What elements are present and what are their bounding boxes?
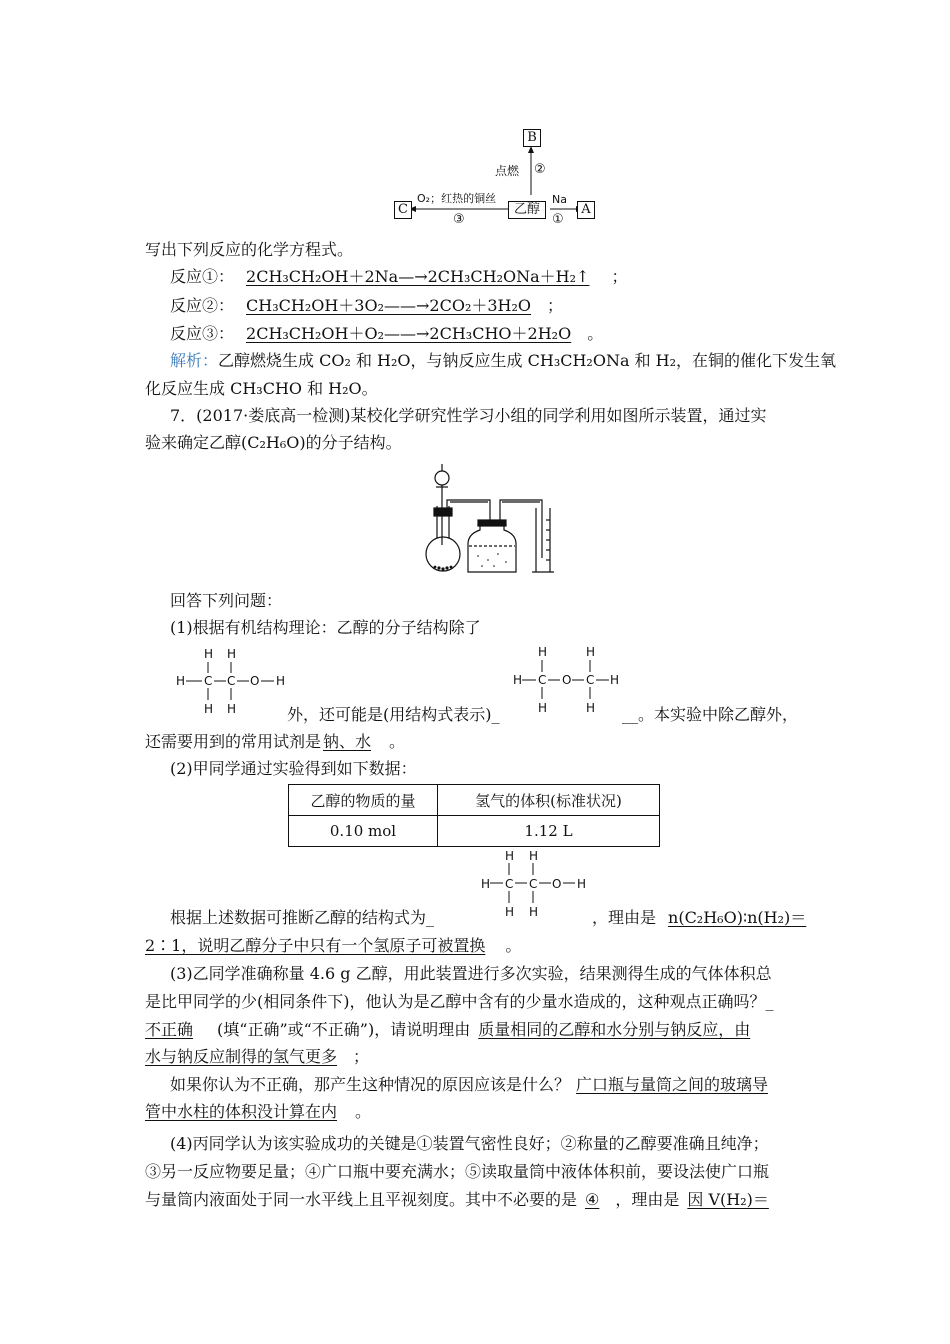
atom-c: C xyxy=(538,673,547,687)
p3b-end: 。 xyxy=(355,1102,372,1121)
atom-c: C xyxy=(227,674,236,688)
atom-h: H xyxy=(577,877,587,891)
table-cell: 1.12 L xyxy=(438,816,660,847)
atom-h: H xyxy=(227,702,237,716)
r2-label: 反应②： xyxy=(170,296,235,315)
circ1-label: ① xyxy=(552,212,564,227)
box-a: A xyxy=(577,201,595,219)
table-header: 乙醇的物质的量 xyxy=(289,785,438,816)
r2-equation: CH₃CH₂OH＋3O₂——→2CO₂＋3H₂O xyxy=(246,296,532,315)
na-label: Na xyxy=(552,193,567,206)
apparatus-figure xyxy=(418,460,568,580)
jiexi-line1 xyxy=(170,350,836,372)
q6-intro: 写出下列反应的化学方程式。 xyxy=(145,240,354,259)
r1-end: ； xyxy=(611,267,628,286)
bonds xyxy=(505,640,630,720)
atom-h: H xyxy=(529,849,539,863)
p1-line3 xyxy=(145,731,405,753)
o2-label: O₂；红热的铜丝 xyxy=(417,192,497,205)
atom-h: H xyxy=(204,702,214,716)
circ3-label: ③ xyxy=(453,212,465,227)
box-b: B xyxy=(523,129,541,147)
box-ethanol: 乙醇 xyxy=(508,201,546,219)
p2-reason-answer: n(C₂H₆O)∶n(H₂)＝ xyxy=(668,908,807,927)
p4-line2: ③另一反应物要足量；④广口瓶中要充满水；⑤读取量筒中液体体积前，要设法使广口瓶 xyxy=(145,1162,770,1181)
atom-h: H xyxy=(227,647,237,661)
reaction-3 xyxy=(170,323,603,345)
p4-mid: ，理由是 xyxy=(615,1190,680,1209)
circ2-label: ② xyxy=(534,162,546,177)
p2-reason xyxy=(592,907,806,929)
p2-intro: (2)甲同学通过实验得到如下数据： xyxy=(170,759,417,778)
atom-o: O xyxy=(562,673,572,687)
p2-reason-answer-2: 2∶1，说明乙醇分子中只有一个氢原子可被置换 xyxy=(145,936,486,955)
atom-h: H xyxy=(538,701,548,715)
box-c: C xyxy=(394,201,412,219)
r1-label: 反应①： xyxy=(170,267,235,286)
atom-c: C xyxy=(204,674,213,688)
p3-line1: (3)乙同学准确称量 4.6 g 乙醇，用此装置进行多次实验，结果测得生成的气体体积总 xyxy=(170,964,772,983)
p2-reason-2 xyxy=(145,935,521,957)
p3b-line2 xyxy=(145,1101,371,1123)
atom-h: H xyxy=(513,673,523,687)
reaction-2 xyxy=(170,295,563,317)
bonds xyxy=(170,640,290,720)
p3-answer-2b: 水与钠反应制得的氢气更多 xyxy=(145,1047,338,1066)
p2-conclusion xyxy=(170,907,434,929)
p3b-answer: 广口瓶与量筒之间的玻璃导 xyxy=(576,1075,769,1094)
p4-line3 xyxy=(145,1189,769,1211)
p1-line3-end: 。 xyxy=(389,732,406,751)
r3-end: 。 xyxy=(587,324,604,343)
p2-reason-label: ，理由是 xyxy=(592,908,657,927)
r2-end: ； xyxy=(547,296,564,315)
p4-answer-2: 因 V(H₂)＝ xyxy=(687,1190,769,1209)
atom-c: C xyxy=(529,877,538,891)
table-row xyxy=(289,816,660,847)
p3b-text: 如果你认为不正确，那产生这种情况的原因应该是什么？ xyxy=(170,1075,571,1094)
p1-mid: 外，还可能是(用结构式表示)_ xyxy=(287,705,500,724)
jiexi-label: 解析： xyxy=(170,351,219,370)
p3b-line1 xyxy=(170,1074,768,1096)
atom-h: H xyxy=(529,905,539,919)
p1-reagent-answer: 钠、水 xyxy=(323,732,372,751)
p3-answer-1: 不正确 xyxy=(145,1020,194,1039)
atom-o: O xyxy=(552,877,562,891)
jiexi-line2: 化反应生成 CH₃CHO 和 H₂O。 xyxy=(145,379,378,398)
p4-answer: ④ xyxy=(585,1190,600,1209)
atom-h: H xyxy=(586,701,596,715)
atom-h: H xyxy=(610,673,620,687)
p3-line3 xyxy=(145,1019,750,1041)
r3-label: 反应③： xyxy=(170,324,235,343)
table-header: 氢气的体积(标准状况) xyxy=(438,785,660,816)
r1-equation: 2CH₃CH₂OH＋2Na—→2CH₃CH₂ONa＋H₂↑ xyxy=(246,267,590,286)
p2-conclusion-text: 根据上述数据可推断乙醇的结构式为_ xyxy=(170,908,435,927)
p3-end: ； xyxy=(353,1047,370,1066)
p4-line3-text: 与量筒内液面处于同一水平线上且平视刻度。其中不必要的是 xyxy=(145,1190,578,1209)
table-cell: 0.10 mol xyxy=(289,816,438,847)
atom-o: O xyxy=(250,674,260,688)
data-table xyxy=(288,784,660,847)
q7-stem-2: 验来确定乙醇(C₂H₆O)的分子结构。 xyxy=(145,433,402,452)
atom-h: H xyxy=(276,674,286,688)
p1-line3-text: 还需要用到的常用试剂是 xyxy=(145,732,322,751)
bonds xyxy=(475,843,590,923)
p3b-answer-2: 管中水柱的体积没计算在内 xyxy=(145,1102,338,1121)
p1-after: __。本实验中除乙醇外， xyxy=(622,705,799,724)
p3-answer-2: 质量相同的乙醇和水分别与钠反应，由 xyxy=(478,1020,751,1039)
atom-c: C xyxy=(586,673,595,687)
p3-line3-text: (填“正确”或“不正确”)，请说明理由 xyxy=(217,1020,471,1039)
atom-h: H xyxy=(505,905,515,919)
answer-intro: 回答下列问题： xyxy=(170,591,283,610)
r3-equation: 2CH₃CH₂OH＋O₂——→2CH₃CHO＋2H₂O xyxy=(246,324,572,343)
p3-line2: 是比甲同学的少(相同条件下)，他认为是乙醇中含有的少量水造成的，这种观点正确吗？_ xyxy=(145,992,774,1011)
atom-h: H xyxy=(481,877,491,891)
atom-h: H xyxy=(586,645,596,659)
atom-h: H xyxy=(505,849,515,863)
p1-line1: (1)根据有机结构理论：乙醇的分子结构除了 xyxy=(170,618,481,637)
ignite-label: 点燃 xyxy=(495,164,520,178)
jiexi-text: 乙醇燃烧生成 CO₂ 和 H₂O，与钠反应生成 CH₃CH₂ONa 和 H₂，在铜的催化下发生氧 xyxy=(218,351,837,370)
atom-h: H xyxy=(176,674,186,688)
atom-h: H xyxy=(204,647,214,661)
q7-stem-1: 7．(2017·娄底高一检测)某校化学研究性学习小组的同学利用如图所示装置，通过实 xyxy=(170,406,767,425)
reaction-1 xyxy=(170,266,627,288)
p2-reason-end: 。 xyxy=(505,936,522,955)
p3-line4 xyxy=(145,1046,369,1068)
table-header-row xyxy=(289,785,660,816)
atom-c: C xyxy=(505,877,514,891)
p4-line1: (4)丙同学认为该实验成功的关键是①装置气密性良好；②称量的乙醇要准确且纯净； xyxy=(170,1134,769,1153)
atom-h: H xyxy=(538,645,548,659)
